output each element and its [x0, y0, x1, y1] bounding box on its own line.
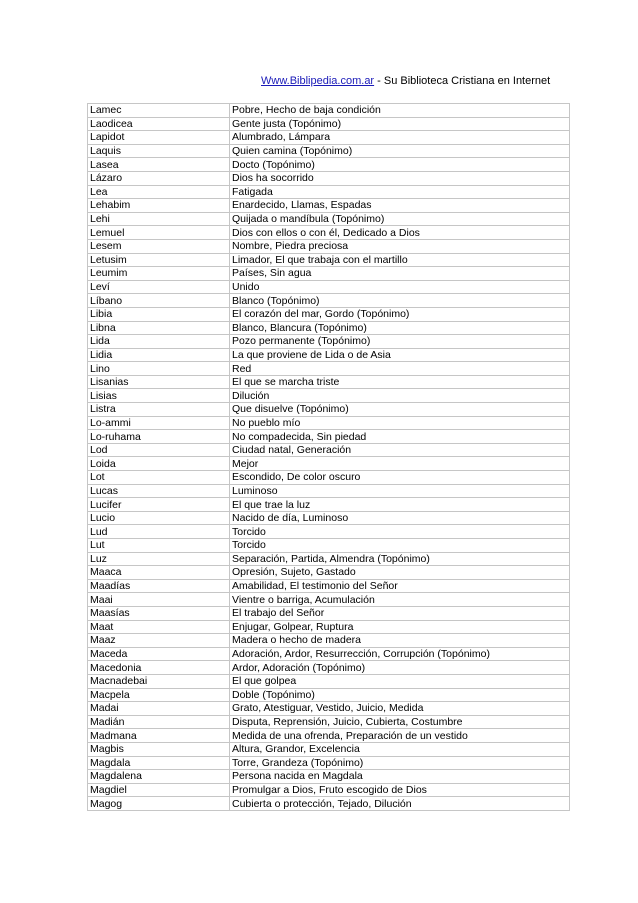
- meaning-cell: Cubierta o protección, Tejado, Dilución: [230, 797, 570, 811]
- name-cell: Magdiel: [88, 783, 230, 797]
- table-row: [88, 403, 570, 417]
- name-cell: Maat: [88, 620, 230, 634]
- table-row: [88, 511, 570, 525]
- table-row: [88, 457, 570, 471]
- table-row: [88, 335, 570, 349]
- name-cell: Letusim: [88, 253, 230, 267]
- table-row: [88, 185, 570, 199]
- table-row: [88, 674, 570, 688]
- name-cell: Macpela: [88, 688, 230, 702]
- table-row: [88, 498, 570, 512]
- meaning-cell: El que se marcha triste: [230, 375, 570, 389]
- meaning-cell: Grato, Atestiguar, Vestido, Juicio, Medida: [230, 702, 570, 716]
- page-header: [261, 74, 550, 88]
- name-cell: Lehi: [88, 212, 230, 226]
- name-cell: Maadías: [88, 579, 230, 593]
- table-row: [88, 416, 570, 430]
- meaning-cell: Vientre o barriga, Acumulación: [230, 593, 570, 607]
- name-cell: Lamec: [88, 104, 230, 118]
- table-row: [88, 634, 570, 648]
- table-row: [88, 443, 570, 457]
- meaning-cell: Mejor: [230, 457, 570, 471]
- meaning-cell: Dilución: [230, 389, 570, 403]
- table-row: [88, 539, 570, 553]
- name-cell: Lehabim: [88, 199, 230, 213]
- meaning-cell: Enardecido, Llamas, Espadas: [230, 199, 570, 213]
- name-cell: Madián: [88, 715, 230, 729]
- meaning-cell: Ciudad natal, Generación: [230, 443, 570, 457]
- meaning-cell: Adoración, Ardor, Resurrección, Corrupción (Topónimo): [230, 647, 570, 661]
- name-cell: Listra: [88, 403, 230, 417]
- name-cell: Lesem: [88, 239, 230, 253]
- name-cell: Lo-ruhama: [88, 430, 230, 444]
- names-table-body: [88, 104, 570, 811]
- table-row: [88, 117, 570, 131]
- name-cell: Lod: [88, 443, 230, 457]
- meaning-cell: Blanco (Topónimo): [230, 294, 570, 308]
- table-row: [88, 362, 570, 376]
- meaning-cell: Madera o hecho de madera: [230, 634, 570, 648]
- meaning-cell: Altura, Grandor, Excelencia: [230, 742, 570, 756]
- name-cell: Maaz: [88, 634, 230, 648]
- table-row: [88, 770, 570, 784]
- table-row: [88, 661, 570, 675]
- meaning-cell: Alumbrado, Lámpara: [230, 131, 570, 145]
- meaning-cell: Dios ha socorrido: [230, 171, 570, 185]
- meaning-cell: Pobre, Hecho de baja condición: [230, 104, 570, 118]
- table-row: [88, 389, 570, 403]
- meaning-cell: Docto (Topónimo): [230, 158, 570, 172]
- table-row: [88, 267, 570, 281]
- table-row: [88, 525, 570, 539]
- meaning-cell: Nombre, Piedra preciosa: [230, 239, 570, 253]
- table-row: [88, 131, 570, 145]
- name-cell: Magdala: [88, 756, 230, 770]
- meaning-cell: No pueblo mío: [230, 416, 570, 430]
- name-cell: Lucas: [88, 484, 230, 498]
- name-cell: Lud: [88, 525, 230, 539]
- table-row: [88, 294, 570, 308]
- name-cell: Lida: [88, 335, 230, 349]
- meaning-cell: Pozo permanente (Topónimo): [230, 335, 570, 349]
- table-row: [88, 566, 570, 580]
- table-row: [88, 226, 570, 240]
- name-cell: Madmana: [88, 729, 230, 743]
- table-row: [88, 375, 570, 389]
- table-row: [88, 620, 570, 634]
- table-row: [88, 729, 570, 743]
- name-cell: Macedonia: [88, 661, 230, 675]
- meaning-cell: Separación, Partida, Almendra (Topónimo): [230, 552, 570, 566]
- name-cell: Maai: [88, 593, 230, 607]
- name-cell: Lidia: [88, 348, 230, 362]
- table-row: [88, 158, 570, 172]
- name-cell: Lemuel: [88, 226, 230, 240]
- site-link[interactable]: Www.Biblipedia.com.ar: [261, 75, 375, 87]
- name-cell: Luz: [88, 552, 230, 566]
- meaning-cell: Torre, Grandeza (Topónimo): [230, 756, 570, 770]
- name-cell: Loida: [88, 457, 230, 471]
- name-cell: Lázaro: [88, 171, 230, 185]
- name-cell: Laodicea: [88, 117, 230, 131]
- meaning-cell: Red: [230, 362, 570, 376]
- name-cell: Maaca: [88, 566, 230, 580]
- meaning-cell: Persona nacida en Magdala: [230, 770, 570, 784]
- table-row: [88, 321, 570, 335]
- name-cell: Madai: [88, 702, 230, 716]
- name-cell: Maceda: [88, 647, 230, 661]
- name-cell: Lisanias: [88, 375, 230, 389]
- name-cell: Lot: [88, 471, 230, 485]
- meaning-cell: Torcido: [230, 525, 570, 539]
- table-row: [88, 280, 570, 294]
- table-row: [88, 471, 570, 485]
- meaning-cell: Ardor, Adoración (Topónimo): [230, 661, 570, 675]
- name-cell: Leumim: [88, 267, 230, 281]
- meaning-cell: El que trae la luz: [230, 498, 570, 512]
- table-row: [88, 253, 570, 267]
- meaning-cell: Nacido de día, Luminoso: [230, 511, 570, 525]
- table-row: [88, 199, 570, 213]
- meaning-cell: Gente justa (Topónimo): [230, 117, 570, 131]
- table-row: [88, 688, 570, 702]
- meaning-cell: Unido: [230, 280, 570, 294]
- table-row: [88, 783, 570, 797]
- name-cell: Líbano: [88, 294, 230, 308]
- table-row: [88, 647, 570, 661]
- meaning-cell: Doble (Topónimo): [230, 688, 570, 702]
- meaning-cell: Luminoso: [230, 484, 570, 498]
- table-row: [88, 702, 570, 716]
- name-cell: Magog: [88, 797, 230, 811]
- meaning-cell: No compadecida, Sin piedad: [230, 430, 570, 444]
- meaning-cell: Dios con ellos o con él, Dedicado a Dios: [230, 226, 570, 240]
- table-row: [88, 742, 570, 756]
- meaning-cell: Torcido: [230, 539, 570, 553]
- table-row: [88, 348, 570, 362]
- names-table: [87, 103, 570, 811]
- name-cell: Libia: [88, 307, 230, 321]
- table-row: [88, 484, 570, 498]
- meaning-cell: Disputa, Reprensión, Juicio, Cubierta, Costumbre: [230, 715, 570, 729]
- meaning-cell: Quijada o mandíbula (Topónimo): [230, 212, 570, 226]
- table-row: [88, 104, 570, 118]
- table-row: [88, 756, 570, 770]
- name-cell: Lucio: [88, 511, 230, 525]
- meaning-cell: Países, Sin agua: [230, 267, 570, 281]
- meaning-cell: Promulgar a Dios, Fruto escogido de Dios: [230, 783, 570, 797]
- table-row: [88, 715, 570, 729]
- meaning-cell: El trabajo del Señor: [230, 606, 570, 620]
- name-cell: Leví: [88, 280, 230, 294]
- table-row: [88, 606, 570, 620]
- meaning-cell: Amabilidad, El testimonio del Señor: [230, 579, 570, 593]
- name-cell: Maasías: [88, 606, 230, 620]
- name-cell: Lut: [88, 539, 230, 553]
- name-cell: Laquis: [88, 144, 230, 158]
- table-row: [88, 171, 570, 185]
- meaning-cell: Enjugar, Golpear, Ruptura: [230, 620, 570, 634]
- name-cell: Magdalena: [88, 770, 230, 784]
- table-row: [88, 430, 570, 444]
- meaning-cell: Blanco, Blancura (Topónimo): [230, 321, 570, 335]
- name-cell: Magbis: [88, 742, 230, 756]
- name-cell: Lasea: [88, 158, 230, 172]
- meaning-cell: Que disuelve (Topónimo): [230, 403, 570, 417]
- name-cell: Lo-ammi: [88, 416, 230, 430]
- table-row: [88, 239, 570, 253]
- meaning-cell: Quien camina (Topónimo): [230, 144, 570, 158]
- name-cell: Lisias: [88, 389, 230, 403]
- table-row: [88, 797, 570, 811]
- table-row: [88, 593, 570, 607]
- meaning-cell: Medida de una ofrenda, Preparación de un vestido: [230, 729, 570, 743]
- meaning-cell: El que golpea: [230, 674, 570, 688]
- table-row: [88, 212, 570, 226]
- name-cell: Libna: [88, 321, 230, 335]
- meaning-cell: Fatigada: [230, 185, 570, 199]
- table-row: [88, 307, 570, 321]
- site-tagline: - Su Biblioteca Cristiana en Internet: [374, 75, 551, 87]
- table-row: [88, 552, 570, 566]
- meaning-cell: El corazón del mar, Gordo (Topónimo): [230, 307, 570, 321]
- name-cell: Macnadebai: [88, 674, 230, 688]
- name-cell: Lucifer: [88, 498, 230, 512]
- meaning-cell: La que proviene de Lida o de Asia: [230, 348, 570, 362]
- name-cell: Lapidot: [88, 131, 230, 145]
- name-cell: Lino: [88, 362, 230, 376]
- table-row: [88, 579, 570, 593]
- meaning-cell: Escondido, De color oscuro: [230, 471, 570, 485]
- name-cell: Lea: [88, 185, 230, 199]
- meaning-cell: Limador, El que trabaja con el martillo: [230, 253, 570, 267]
- meaning-cell: Opresión, Sujeto, Gastado: [230, 566, 570, 580]
- table-row: [88, 144, 570, 158]
